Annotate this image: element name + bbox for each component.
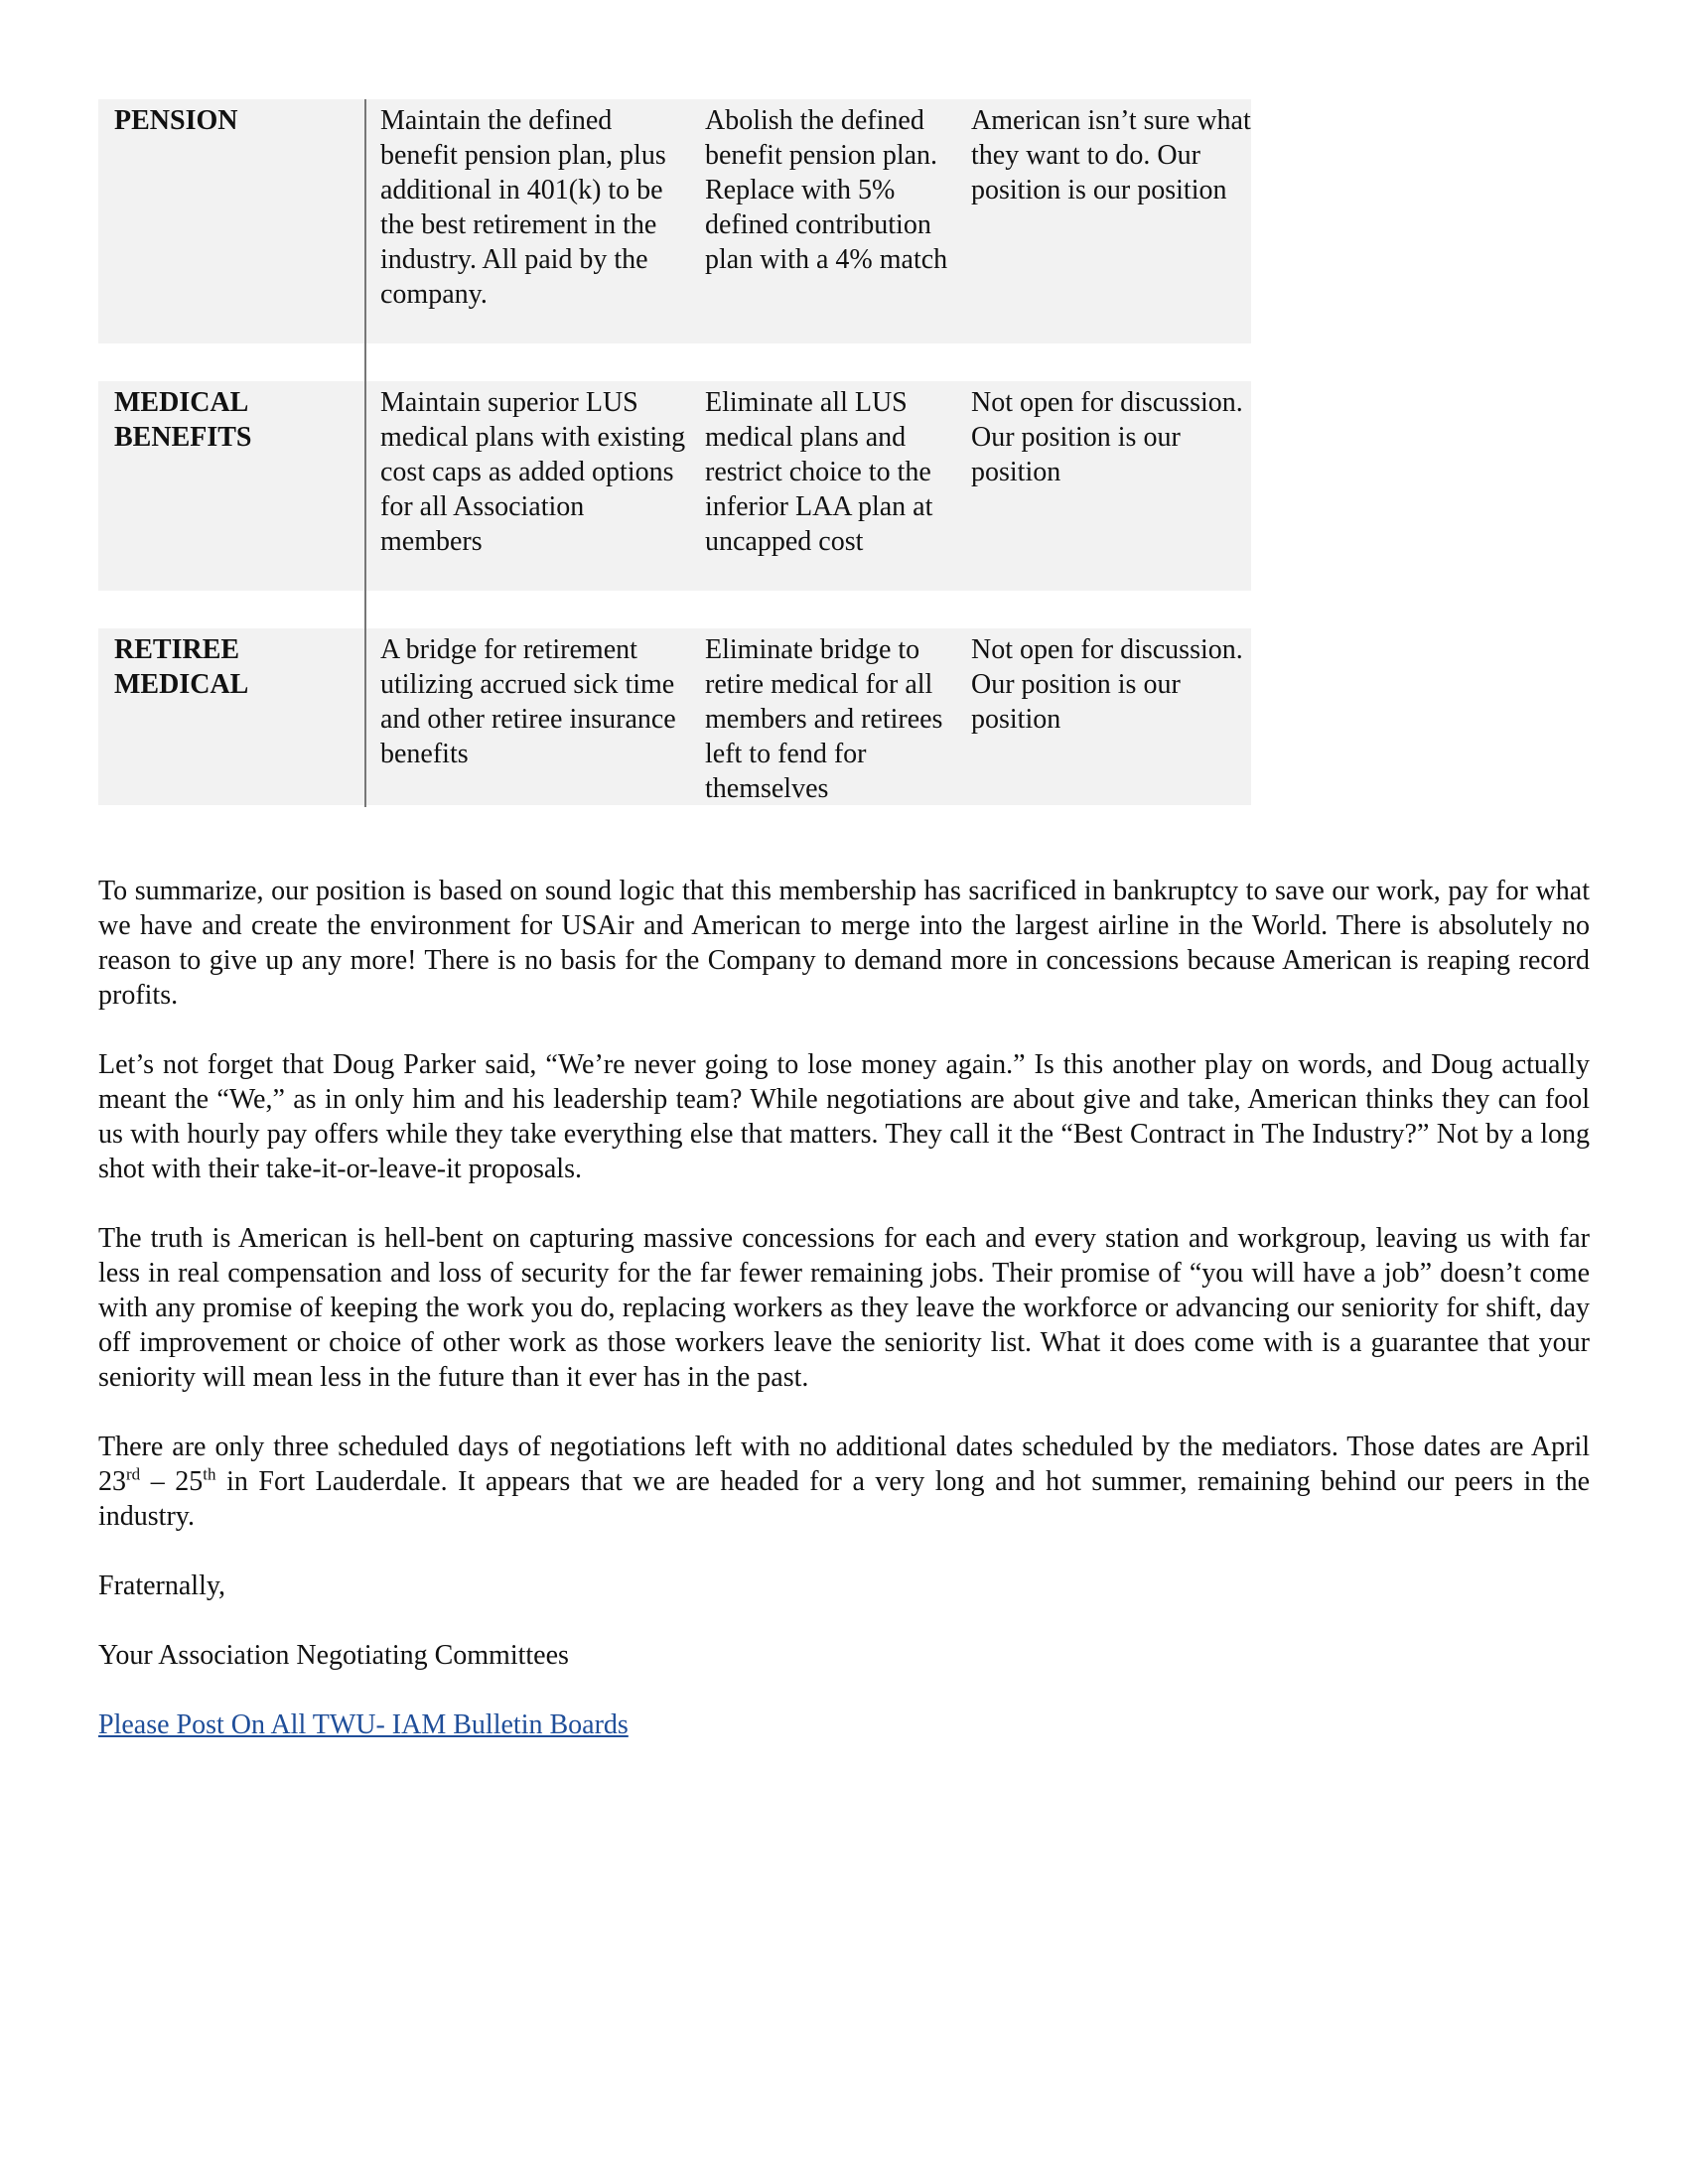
status-text: American isn’t sure what they want to do. Our position is our position	[971, 105, 1251, 205]
row-spacer	[98, 343, 1251, 381]
ordinal-suffix: rd	[126, 1464, 141, 1484]
company-position: Eliminate all LUS medical plans and restrict choice to the inferior LAA plan at uncapped cost	[705, 387, 933, 557]
dates-text-start: There are only three scheduled days of negotiations left with no additional dates scheduled by the mediators. Those dates are April 23	[98, 1432, 1590, 1497]
table-row-retiree-medical	[98, 628, 1251, 805]
company-position: Abolish the defined benefit pension plan. Replace with 5% defined contribution plan with a 4% match	[705, 105, 948, 275]
paragraph-negotiation-dates	[98, 1430, 1590, 1534]
signature: Your Association Negotiating Committees	[98, 1640, 569, 1671]
table-row-medical-benefits	[98, 381, 1251, 591]
row-spacer	[98, 591, 1251, 628]
ordinal-suffix: th	[203, 1464, 216, 1484]
paragraph-concessions: The truth is American is hell-bent on capturing massive concessions for each and every station and workgroup, leaving us with far less in real compensation and loss of security for the far fewer remaining jobs. Their promise of “you will have a job” doesn’t come with any promise of keeping the work you do, replacing workers as they leave the workforce or advancing our seniority for shift, day off improvement or choice of other work as those workers leave the seniority list. What it does come with is a guarantee that your seniority will mean less in the future than it ever has in the past.	[98, 1223, 1590, 1393]
closing-salutation: Fraternally,	[98, 1570, 226, 1601]
table-divider-line	[364, 99, 366, 807]
association-position: A bridge for retirement utilizing accrued sick time and other retiree insurance benefits	[380, 634, 676, 769]
association-position: Maintain the defined benefit pension plan, plus additional in 401(k) to be the best retirement in the industry. All paid by the company.	[380, 105, 666, 310]
paragraph-summary: To summarize, our position is based on sound logic that this membership has sacrificed in bankruptcy to save our work, pay for what we have and create the environment for USAir and American to merge into the largest airline in the World. There is absolutely no reason to give up any more! There is no basis for the Company to demand more in concessions because American is reaping record profits.	[98, 876, 1590, 1011]
association-position: Maintain superior LUS medical plans with existing cost caps as added options for all Association members	[380, 387, 686, 557]
row-label: MEDICAL BENEFITS	[114, 387, 252, 453]
bulletin-boards-link[interactable]: Please Post On All TWU- IAM Bulletin Boards	[98, 1709, 629, 1740]
table-row-pension	[98, 99, 1251, 343]
dates-text-middle: – 25	[140, 1466, 204, 1497]
letter-body	[98, 874, 1590, 1742]
status-text: Not open for discussion. Our position is our position	[971, 387, 1243, 487]
status-text: Not open for discussion. Our position is our position	[971, 634, 1243, 735]
company-position: Eliminate bridge to retire medical for all members and retirees left to fend for themselves	[705, 634, 943, 804]
row-label: RETIREE MEDICAL	[114, 634, 249, 700]
row-label: PENSION	[114, 105, 238, 136]
comparison-table	[98, 99, 1251, 805]
paragraph-doug-parker: Let’s not forget that Doug Parker said, “We’re never going to lose money again.” Is this another play on words, and Doug actually meant the “We,” as in only him and his leadership team? While negotiations are about give and take, American thinks they can fool us with hourly pay offers while they take everything else that matters. They call it the “Best Contract in The Industry?” Not by a long shot with their take-it-or-leave-it proposals.	[98, 1049, 1590, 1184]
dates-text-end: in Fort Lauderdale. It appears that we are headed for a very long and hot summer, remaining behind our peers in the industry.	[98, 1466, 1590, 1532]
